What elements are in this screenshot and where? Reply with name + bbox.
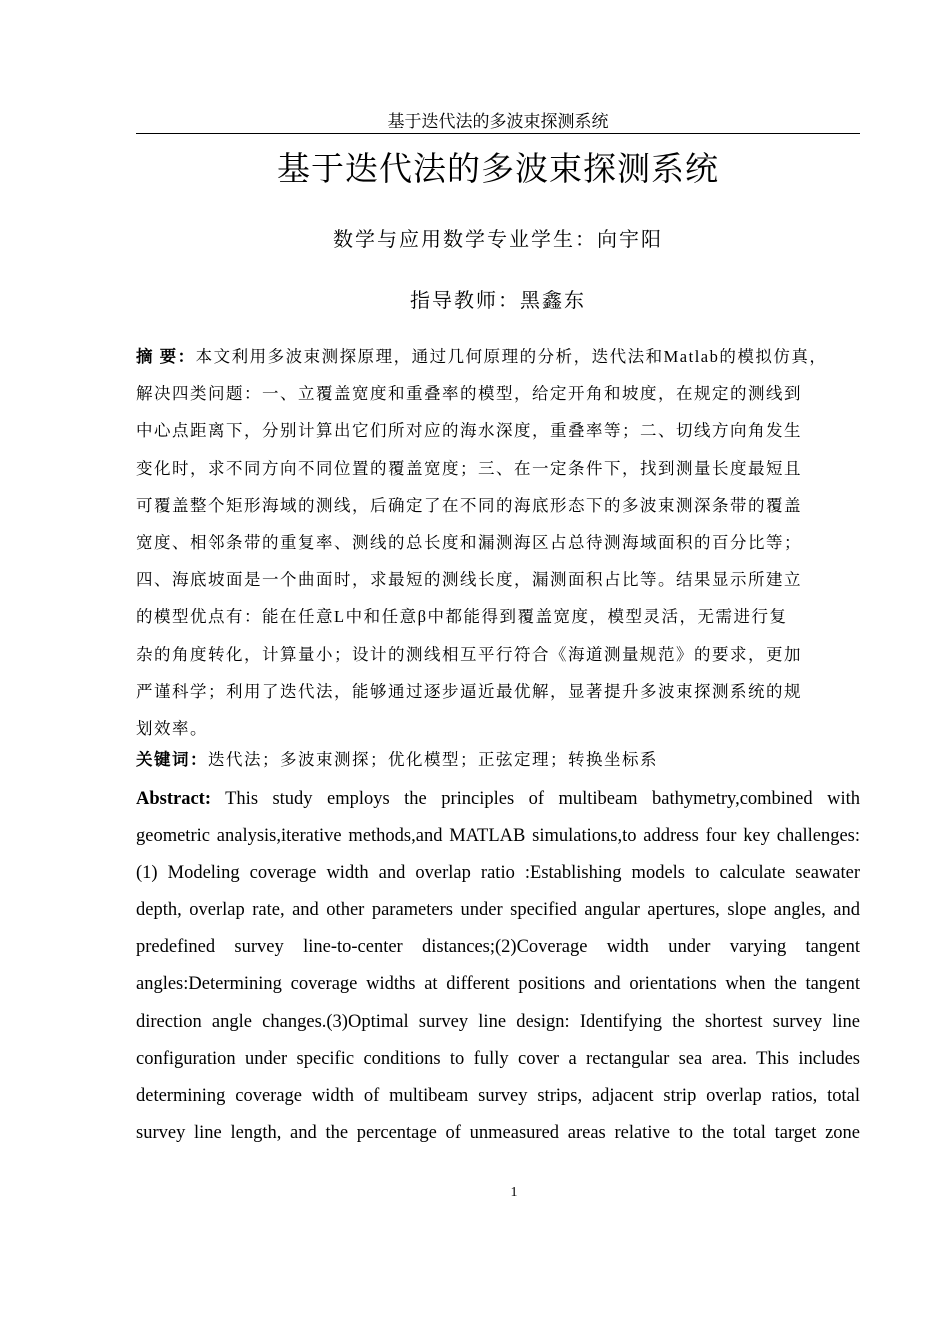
cn-abstract-line bbox=[136, 338, 860, 375]
paper-title: 基于迭代法的多波束探测系统 bbox=[277, 149, 719, 188]
keywords-text: 迭代法；多波束测探；优化模型；正弦定理；转换坐标系 bbox=[208, 750, 658, 769]
cn-abstract-line: 可覆盖整个矩形海域的测线，后确定了在不同的海底形态下的多波束测深条带的覆盖 bbox=[136, 495, 802, 515]
page-number: 1 bbox=[510, 1185, 518, 1200]
header-rule bbox=[136, 133, 860, 134]
cn-abstract-label: 摘 要： bbox=[136, 347, 196, 366]
en-abstract-line: determining coverage width of multibeam survey strips, adjacent strip overlap ratios, total bbox=[136, 1085, 860, 1106]
english-abstract bbox=[136, 781, 860, 1152]
cn-abstract-line: 变化时，求不同方向不同位置的覆盖宽度；三、在一定条件下，找到测量长度最短且 bbox=[136, 458, 802, 478]
cn-abstract-line: 宽度、相邻条带的重复率、测线的总长度和漏测海区占总待测海域面积的百分比等； bbox=[136, 532, 802, 552]
keywords-label: 关键词： bbox=[136, 750, 208, 769]
cn-abstract-line: 严谨科学；利用了迭代法，能够通过逐步逼近最优解，显著提升多波束探测系统的规 bbox=[136, 681, 802, 701]
cn-abstract-text: 本文利用多波束测探原理，通过几何原理的分析，迭代法和Matlab的模拟仿真， bbox=[195, 347, 828, 366]
cn-abstract-line: 的模型优点有：能在任意L中和任意β中都能得到覆盖宽度，模型灵活，无需进行复 bbox=[136, 607, 788, 627]
en-abstract-line: (1) Modeling coverage width and overlap ratio :Establishing models to calculate seawater bbox=[136, 863, 860, 884]
cn-abstract-line: 杂的角度转化，计算量小；设计的测线相互平行符合《海道测量规范》的要求，更加 bbox=[136, 644, 802, 664]
en-abstract-line: direction angle changes.(3)Optimal survey line design: Identifying the shortest survey line bbox=[136, 1011, 860, 1032]
en-abstract-line: geometric analysis,iterative methods,and MATLAB simulations,to address four key challenges: bbox=[136, 826, 860, 847]
cn-abstract-line: 中心点距离下，分别计算出它们所对应的海水深度，重叠率等；二、切线方向角发生 bbox=[136, 421, 802, 441]
en-abstract-text: This study employs the principles of multibeam bathymetry,combined with bbox=[211, 789, 860, 809]
en-abstract-line: configuration under specific conditions to fully cover a rectangular sea area. This includes bbox=[136, 1048, 860, 1069]
chinese-abstract bbox=[136, 338, 860, 747]
author-line: 数学与应用数学专业学生：向宇阳 bbox=[333, 229, 663, 251]
en-abstract-label: Abstract: bbox=[136, 789, 212, 809]
en-abstract-line: depth, overlap rate, and other parameters under specified angular apertures, slope angles, and bbox=[136, 900, 860, 921]
en-abstract-line: survey line length, and the percentage of unmeasured areas relative to the total target zone bbox=[136, 1122, 860, 1143]
cn-abstract-line: 划效率。 bbox=[136, 718, 208, 738]
cn-abstract-line: 解决四类问题：一、立覆盖宽度和重叠率的模型，给定开角和坡度，在规定的测线到 bbox=[136, 384, 802, 404]
en-abstract-line: angles:Determining coverage widths at different positions and orientations when the tangent bbox=[136, 974, 860, 995]
en-abstract-line: predefined survey line-to-center distances;(2)Coverage width under varying tangent bbox=[136, 937, 860, 958]
en-abstract-line bbox=[136, 781, 860, 818]
advisor-line: 指导教师：黑鑫东 bbox=[410, 290, 586, 312]
cn-abstract-line: 四、海底坡面是一个曲面时，求最短的测线长度，漏测面积占比等。结果显示所建立 bbox=[136, 570, 802, 590]
keywords bbox=[136, 745, 860, 775]
running-header: 基于迭代法的多波束探测系统 bbox=[387, 112, 609, 131]
